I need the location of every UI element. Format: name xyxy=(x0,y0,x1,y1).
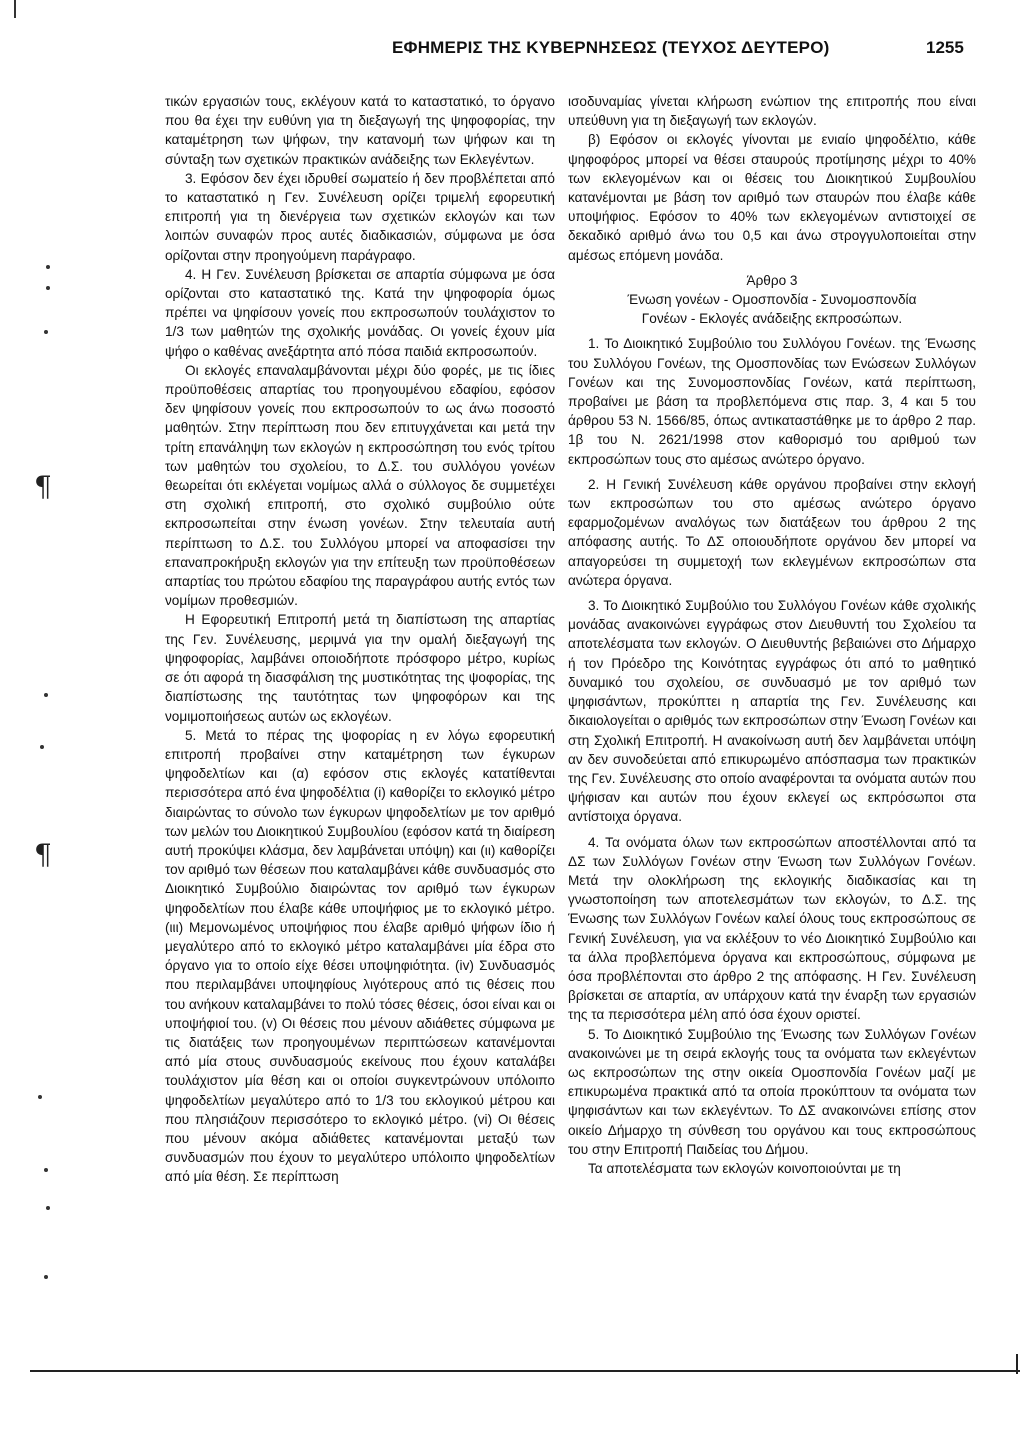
paragraph: Οι εκλογές επαναλαμβάνονται μέχρι δύο φορές, με τις ίδιες προϋποθέσεις απαρτίας του προηγουμένου εδαφίου, εφόσον δεν ψηφίσουν γονείς που εκπροσωπούν το ως άνω ποσοστό μαθητών. Στην περίπτωση που δεν επιτυγχάνεται και μετά την τρίτη επανάληψη των εκλογών η εκπροσώπηση του ενός τρίτου των μαθητών του σχολείου, το Δ.Σ. του συλλόγου γονέων θεωρείται ότι εκλέγεται νομίμως αλλά ο σύλλογος δε συμμετέχει στη σχολική επιτροπή, στο σχολικό συμβούλιο ούτε εκπροσωπείται στην ένωση γονέων. Στην τελευταία αυτή περίπτωση το Δ.Σ. του Συλλόγου μπορεί να αποφασίσει την επαναπροκήρυξη εκλογών για την επίτευξη των προϋποθέσεων απαρτίας του πρώτου εδαφίου της παραγράφου αυτής εντός των νομίμων προθεσμιών. xyxy=(165,362,555,609)
paragraph: 3. Το Διοικητικό Συμβούλιο του Συλλόγου Γονέων κάθε σχολικής μονάδας ανακοινώνει εγγράφως στον Διευθυντή του Σχολείου τα αποτελέσματα των εκλογών. Ο Διευθυντής βεβαιώνει στο Δήμαρχο ή τον Πρόεδρο της Κοινότητας εγγράφως ότι από το μαθητικό δυναμικό του σχολείου, σε συνδυασμό με τον αριθμό των ψηφισάντων, προκύπτει η απαρτία της Γεν. Συνέλευσης και δικαιολογείται ο αριθμός των εκπροσώπων στην Ένωση Γονέων και στη Σχολική Επιτροπή. Η ανακοίνωση αυτή δεν λαμβάνεται υπόψη αν δεν συνοδεύεται από επικυρωμένο απόσπασμα των πρακτικών της Γεν. Συνέλευσης στο οποίο αναφέρονται τα ονόματα αυτών που ψήφισαν και αυτών που έχουν εκλεγεί ως εκπρόσωποι στα αντίστοιχα όργανα. xyxy=(568,598,976,825)
margin-dot xyxy=(46,265,50,269)
left-text-column xyxy=(165,92,555,1187)
page-bottom-rule xyxy=(30,1370,1020,1372)
scan-edge-mark xyxy=(14,0,16,18)
paragraph: 5. Μετά το πέρας της ψοφορίας η εν λόγω εφορευτική επιτροπή προβαίνει στην καταμέτρηση των έγκυρων ψηφοδελτίων και (α) εφόσον στις εκλογές κατατίθενται περισσότερα από ένα ψηφοδέλτια (i) καθορίζει το εκλογικό μέτρο διαιρώντας το σύνολο των έγκυρων ψηφοδελτίων με τον αριθμό των μελών του Διοικητικού Συμβουλίου (εφόσον κατά τη διαίρεση αυτή προκύψει κλάσμα, δεν λαμβάνεται υπόψη) και (ιι) καθορίζει τον αριθμό των θέσεων που καταλαμβάνει κάθε συνδυασμός στο Διοικητικό Συμβούλιο διαιρώντας τον αριθμό των έγκυρων ψηφοδελτίων που έλαβε κάθε υποψήφιος με το εκλογικό μέτρο. (ιιι) Μεμονωμένος υποψήφιος που έλαβε αριθμό ψήφων ίδιο ή μεγαλύτερο από το εκλογικό μέτρο καταλαμβάνει μία έδρα στο όργανο για το οποίο είχε θέσει υποψηφιότητα. (iv) Συνδυασμός που περιλαμβάνει υποψηφίους λιγότερους από τις θέσεις που του ανήκουν καταλαμβάνει το πολύ τόσες θέσεις, όσοι είναι και οι υποψήφιοί του. (v) Οι θέσεις που μένουν αδιάθετες σύμφωνα με τις διατάξεις των προηγουμένων περιπτώσεων κατανέμονται από μία στους συνδυασμούς εκείνους που έχουν καταλάβει τουλάχιστον μία θέση και οι οποίοι συγκεντρώνουν υπόλοιπο ψηφοδελτίων μεγαλύτερο από το 1/3 του εκλογικού μέτρου και που πλησιάζουν περισσότερο το εκλογικό μέτρο. (vi) Οι θέσεις που μένουν ακόμα αδιάθετες κατανέμονται μεταξύ των συνδυασμών που έχουν το μεγαλύτερο υπόλοιπο ψηφοδελτίων από μία θέση. Σε περίπτωση xyxy=(165,727,555,1185)
article-title: Άρθρο 3 xyxy=(746,272,798,288)
margin-dot xyxy=(40,745,44,749)
paragraph: 4. Η Γεν. Συνέλευση βρίσκεται σε απαρτία σύμφωνα με όσα ορίζονται στο καταστατικό της. Κατά την ψηφοφορία όμως πρέπει να ψηφίσουν γονείς που εκπροσωπούν τουλάχιστον το 1/3 των μαθητών της σχολικής μονάδας. Οι γονείς έχουν μία ψήφο ο καθένας ανεξάρτητα από πόσα παιδιά εκπροσωπούν. xyxy=(165,266,555,359)
margin-dot xyxy=(44,1275,48,1279)
paragraph: Τα αποτελέσματα των εκλογών κοινοποιούνται με τη xyxy=(588,1160,901,1176)
gazette-title: ΕΦΗΜΕΡΙΣ ΤΗΣ ΚΥΒΕΡΝΗΣΕΩΣ (ΤΕΥΧΟΣ ΔΕΥΤΕΡΟ) xyxy=(392,38,830,57)
paragraph: ισοδυναμίας γίνεται κλήρωση ενώπιον της επιτροπής που είναι υπεύθυνη για τη διεξαγωγή των εκλογών. xyxy=(568,94,976,129)
paragraph: τικών εργασιών τους, εκλέγουν κατά το καταστατικό, το όργανο που θα έχει την ευθύνη για τη διεξαγωγή της ψηφοφορίας, την καταμέτρηση των ψήφων, την κατανομή των ψήφων και τη σύνταξη των σχετικών πρακτικών ανάδειξης των Εκλεγέντων. xyxy=(165,94,555,167)
right-text-column xyxy=(568,92,976,1178)
paragraph: 5. Το Διοικητικό Συμβούλιο της Ένωσης των Συλλόγων Γονέων ανακοινώνει με τη σειρά εκλογής τους τα ονόματα των εκλεγέντων ως εκπροσώπων της στην οικεία Ομοσπονδία Γονέων μαζί με επικυρωμένα πρακτικά από τα οποία προκύπτουν τα ονόματα των ψηφισάντων και των εκλεγέντων. Το ΔΣ ανακοινώνει επίσης στον οικείο Δήμαρχο τη σύνθεση του οργάνου και τους εκπροσώπους του στην Επιτροπή Παιδείας του Δήμου. xyxy=(568,1026,976,1157)
article-subtitle: Ένωση γονέων - Ομοσπονδία - Συνομοσπονδία xyxy=(627,292,917,308)
margin-dot xyxy=(46,286,50,290)
paragraph: 2. Η Γενική Συνέλευση κάθε οργάνου προβαίνει στην εκλογή των εκπροσώπων του στο αμέσως ανώτερο όργανο εφαρμοζομένων αναλόγως των διατάξεων του άρθρου 2 της απόφασης αυτής. Το ΔΣ οποιουδήποτε οργάνου δεν μπορεί να απαγορεύσει τη συμμετοχή των εκλεγμένων εκπροσώπων στα ανώτερα όργανα. xyxy=(568,476,976,588)
article-subtitle: Γονέων - Εκλογές ανάδειξης εκπροσώπων. xyxy=(641,311,903,327)
article-heading xyxy=(568,271,976,329)
page-number: 1255 xyxy=(926,38,964,57)
margin-dot xyxy=(44,1168,48,1172)
margin-dot xyxy=(46,1206,50,1210)
margin-dot xyxy=(44,330,48,334)
margin-dot xyxy=(38,1095,42,1099)
paragraph: β) Εφόσον οι εκλογές γίνονται με ενιαίο ψηφοδέλτιο, κάθε ψηφοφόρος μπορεί να θέσει σταυρούς προτίμησης μέχρι το 40% των εκλεγομένων και οι θέσεις του Διοικητικού Συμβουλίου κατανέμονται με βάση τον αριθμό των σταυρών που έλαβε κάθε υποψήφιος. Εφόσον το 40% των εκλεγομένων αντιστοιχεί σε δεκαδικό αριθμό άνω του 0,5 και άνω στρογγυλοποιείται στην αμέσως επόμενη μονάδα. xyxy=(568,132,976,263)
page-corner-tick xyxy=(1016,1354,1018,1374)
margin-pilcrow-icon: ¶ xyxy=(34,470,52,503)
paragraph: Η Εφορευτική Επιτροπή μετά τη διαπίστωση της απαρτίας της Γεν. Συνέλευσης, μεριμνά για την ομαλή διεξαγωγή της ψηφοφορίας, λαμβάνει οποιοδήποτε πρόσφορο μέτρο, κυρίως σε ότι αφορά τη διασφάλιση της μυστικότητας της ψοφορίας, της διαπίστωσης της ταυτότητας των ψηφοφόρων και της νομιμοποιήσεως αυτών ως εκλογέων. xyxy=(165,612,555,724)
margin-dot xyxy=(44,693,48,697)
page-header xyxy=(0,34,1024,66)
paragraph: 1. Το Διοικητικό Συμβούλιο του Συλλόγου Γονέων. της Ένωσης του Συλλόγου Γονέων, της Ομοσπονδίας των Ενώσεων Συλλόγων Γονέων και της Συνομοσπονδίας Γονέων, κατά περίπτωση, προβαίνει με βάση τα προβλεπόμενα στις παρ. 3, 4 και 5 του άρθρου 53 Ν. 1566/85, όπως αντικαταστάθηκε με το άρθρο 2 παρ. 1β του Ν. 2621/1998 στον καθορισμό του αριθμού των εκπροσώπων τους στο αμέσως ανώτερο όργανο. xyxy=(568,336,976,467)
paragraph: 3. Εφόσον δεν έχει ιδρυθεί σωματείο ή δεν προβλέπεται από το καταστατικό η Γεν. Συνέλευση ορίζει τριμελή εφορευτική επιτροπή για τη διενέργεια των σχετικών εκλογών και των λοιπών συναφών προς αυτές διαδικασιών, σύμφωνα με όσα ορίζονται στην προηγούμενη παράγραφο. xyxy=(165,170,555,263)
margin-pilcrow-icon: ¶ xyxy=(34,838,52,871)
paragraph: 4. Τα ονόματα όλων των εκπροσώπων αποστέλλονται από τα ΔΣ των Συλλόγων Γονέων στην Ένωση των Συλλόγων Γονέων. Μετά την ολοκλήρωση της εκλογικής διαδικασίας και τη γνωστοποίηση των αποτελεσμάτων των εκλογών, το Δ.Σ. της Ένωσης των Συλλόγων Γονέων καλεί όλους τους εκπροσώπους σε Γενική Συνέλευση, για να εκλέξουν το νέο Διοικητικό Συμβούλιο και τα άλλα προβλεπόμενα όργανα και εκπροσώπους, σύμφωνα με όσα προβλέπονται στο άρθρο 2 της απόφασης. Η Γεν. Συνέλευση βρίσκεται σε απαρτία, αν υπάρχουν κατά την έναρξη των εργασιών της τα περισσότερα μέλη από όσα έχουν οριστεί. xyxy=(568,834,976,1023)
